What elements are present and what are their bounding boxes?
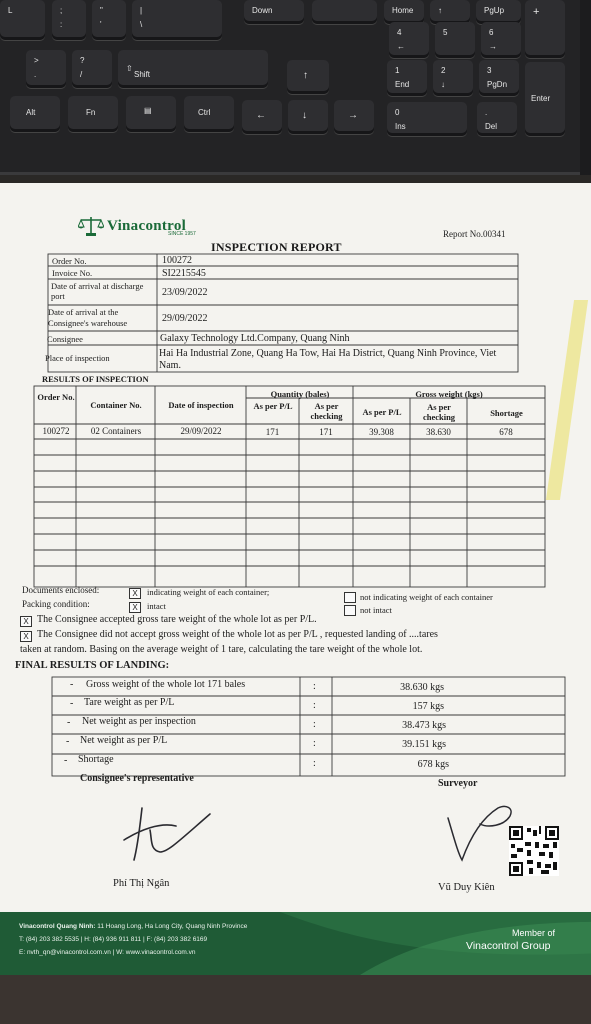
key-quote: " ' [92,0,126,40]
final-row4-dash: - [66,736,70,747]
info-value-invoice: SI2215545 [162,268,206,279]
pack-not-intact-label: not intact [360,605,392,615]
info-label-consignee: Consignee [47,334,83,344]
final-row5-colon: : [313,758,316,769]
row1-gw-pl: 39.308 [369,427,394,437]
col-shortage: Shortage [490,408,523,418]
key-6: 6 → [481,22,521,58]
key-arrow-up-small: ↑ [430,0,470,24]
key-ctrl: Ctrl [184,96,234,132]
final-row1-dash: - [70,679,74,690]
final-results-title: FINAL RESULTS OF LANDING: [15,660,170,671]
statement-not-accepted: The Consignee did not accept gross weight of the whole lot as per P/L , requested landing of ....tares [37,629,438,640]
key-5: 5 [435,22,475,58]
col-date-of-inspection: Date of inspection [168,400,234,410]
key-alt: Alt [10,96,60,132]
consignee-representative-title: Consignee's representative [80,773,194,784]
key-fn: Fn [68,96,118,132]
col-quantity-group: Quantity (bales) [270,389,330,399]
final-row3-colon: : [313,719,316,730]
pack-intact-label: intact [147,601,166,611]
key-arrow-up: ↑ [287,60,329,94]
info-label-invoice: Invoice No. [52,268,93,278]
doc-not-indicating-checkbox[interactable] [344,592,356,603]
final-row2-value: 157 kgs [412,701,444,712]
footer-address: Vinacontrol Quang Ninh: 11 Hoang Long, Ha Long City, Quang Ninh Province [19,923,248,930]
row1-gw-checking: 38.630 [426,427,451,437]
footer-member-of: Member of [512,928,556,938]
consignee-name: Phí Thị Ngân [113,878,170,889]
col-gw-as-per-pl: As per P/L [362,407,402,417]
doc-indicating-label: indicating weight of each container; [147,587,270,597]
key-plus: + [525,0,565,58]
key-greater: > . [26,50,66,88]
key-down-top: Down [244,0,304,24]
key-l: L [0,0,45,40]
statement-not-accepted-cont: taken at random. Basing on the average weight of 1 tare, calculating the tare weight of the whole lot. [20,644,423,655]
qr-code [509,826,559,876]
key-arrow-right: → [334,100,374,134]
col-qty-as-per-pl: As per P/L [253,401,293,411]
doc-not-indicating-label: not indicating weight of each container [360,592,493,602]
row1-shortage: 678 [499,427,513,437]
row1-date: 29/09/2022 [180,426,222,436]
key-menu: ▤ [126,96,176,132]
report-number: Report No.00341 [443,229,506,239]
documents-enclosed-label: Documents enclosed: [22,585,100,595]
pack-intact-checkbox[interactable]: X [129,602,141,613]
doc-indicating-checkbox[interactable]: X [129,588,141,599]
info-value-order: 100272 [162,255,192,266]
final-row5-label: Shortage [78,754,114,765]
footer-phones: T: (84) 203 382 5535 | H: (84) 936 911 811 | F: (84) 203 382 6169 [19,936,208,943]
key-enter: Enter [525,62,565,136]
final-row4-label: Net weight as per P/L [80,735,168,746]
row1-qty-pl: 171 [265,427,280,437]
key-backslash: | \ [132,0,222,40]
info-value-arrival-port: 23/09/2022 [162,287,208,298]
final-row2-label: Tare weight as per P/L [84,697,175,708]
col-container-no: Container No. [90,400,142,410]
final-row1-label: Gross weight of the whole lot 171 bales [86,679,246,690]
info-value-arrival-warehouse: 29/09/2022 [162,313,208,324]
col-gross-weight-group: Gross weight (kgs) [415,389,483,399]
info-label-place: Place of inspection [45,353,110,363]
key-2: 2 ↓ [433,60,473,96]
row1-container-no: 02 Containers [90,426,142,436]
key-semicolon: ; : [52,0,86,40]
footer-contacts: E: nvth_qn@vinacontrol.com.vn | W: www.vinacontrol.com.vn [19,949,196,956]
final-row3-label: Net weight as per inspection [82,716,196,727]
final-row2-dash: - [70,698,74,709]
company-name: Vinacontrol [107,217,187,234]
report-title: INSPECTION REPORT [211,240,342,254]
statement-accepted: The Consignee accepted gross tare weight of the whole lot as per P/L. [37,614,317,625]
key-arrow-down: ↓ [288,100,328,134]
info-value-consignee: Galaxy Technology Ltd.Company, Quang Ninh [160,333,350,344]
key-1: 1 End [387,60,427,96]
final-row4-colon: : [313,738,316,749]
row1-qty-checking: 171 [319,427,333,437]
footer-band [0,912,591,975]
key-0: 0 Ins [387,102,467,136]
final-row3-dash: - [67,717,71,728]
results-section-title: RESULTS OF INSPECTION [42,374,149,384]
final-row5-dash: - [64,755,68,766]
since-label: SINCE 1957 [168,231,196,237]
final-row4-value: 39.151 kgs [402,739,446,750]
info-label-arrival-warehouse: Date of arrival at the Consignee's warehouse [48,307,128,328]
final-row2-colon: : [313,700,316,711]
footer-group-name: Vinacontrol Group [466,940,551,952]
consignee-signature [120,800,220,870]
key-shift: ⇧ Shift [118,50,268,88]
surveyor-name: Vũ Duy Kiên [438,882,495,893]
qr-code-icon [509,826,559,876]
key-3: 3 PgDn [479,60,519,96]
final-row3-value: 38.473 kgs [402,720,446,731]
surveyor-title: Surveyor [438,778,478,789]
col-order-no: Order No. [37,392,75,402]
info-value-place: Hai Ha Industrial Zone, Quang Ha Tow, Hai Ha District, Quang Ninh Province, Viet Nam. [159,348,497,371]
key-del: . Del [477,102,517,136]
statement-not-accepted-checkbox[interactable]: X [20,631,32,642]
col-qty-as-per-checking: As per checking [310,401,343,421]
statement-accepted-checkbox[interactable]: X [20,616,32,627]
surveyor-signature [440,798,520,868]
key-arrow-left: ← [242,100,282,134]
packing-condition-label: Packing condition: [22,599,90,609]
key-pgup: PgUp [476,0,521,24]
key-4: 4 ← [389,22,429,58]
key-question: ? / [72,50,112,88]
info-label-arrival-port: Date of arrival at discharge port [51,281,144,301]
key-home: Home [384,0,424,24]
col-gw-as-per-checking: As per checking [422,402,456,422]
row1-order-no: 100272 [42,426,70,436]
final-row1-value: 38.630 kgs [400,682,444,693]
final-row5-value: 678 kgs [417,759,449,770]
pack-not-intact-checkbox[interactable] [344,605,356,616]
final-row1-colon: : [313,681,316,692]
info-label-order: Order No. [52,256,87,266]
